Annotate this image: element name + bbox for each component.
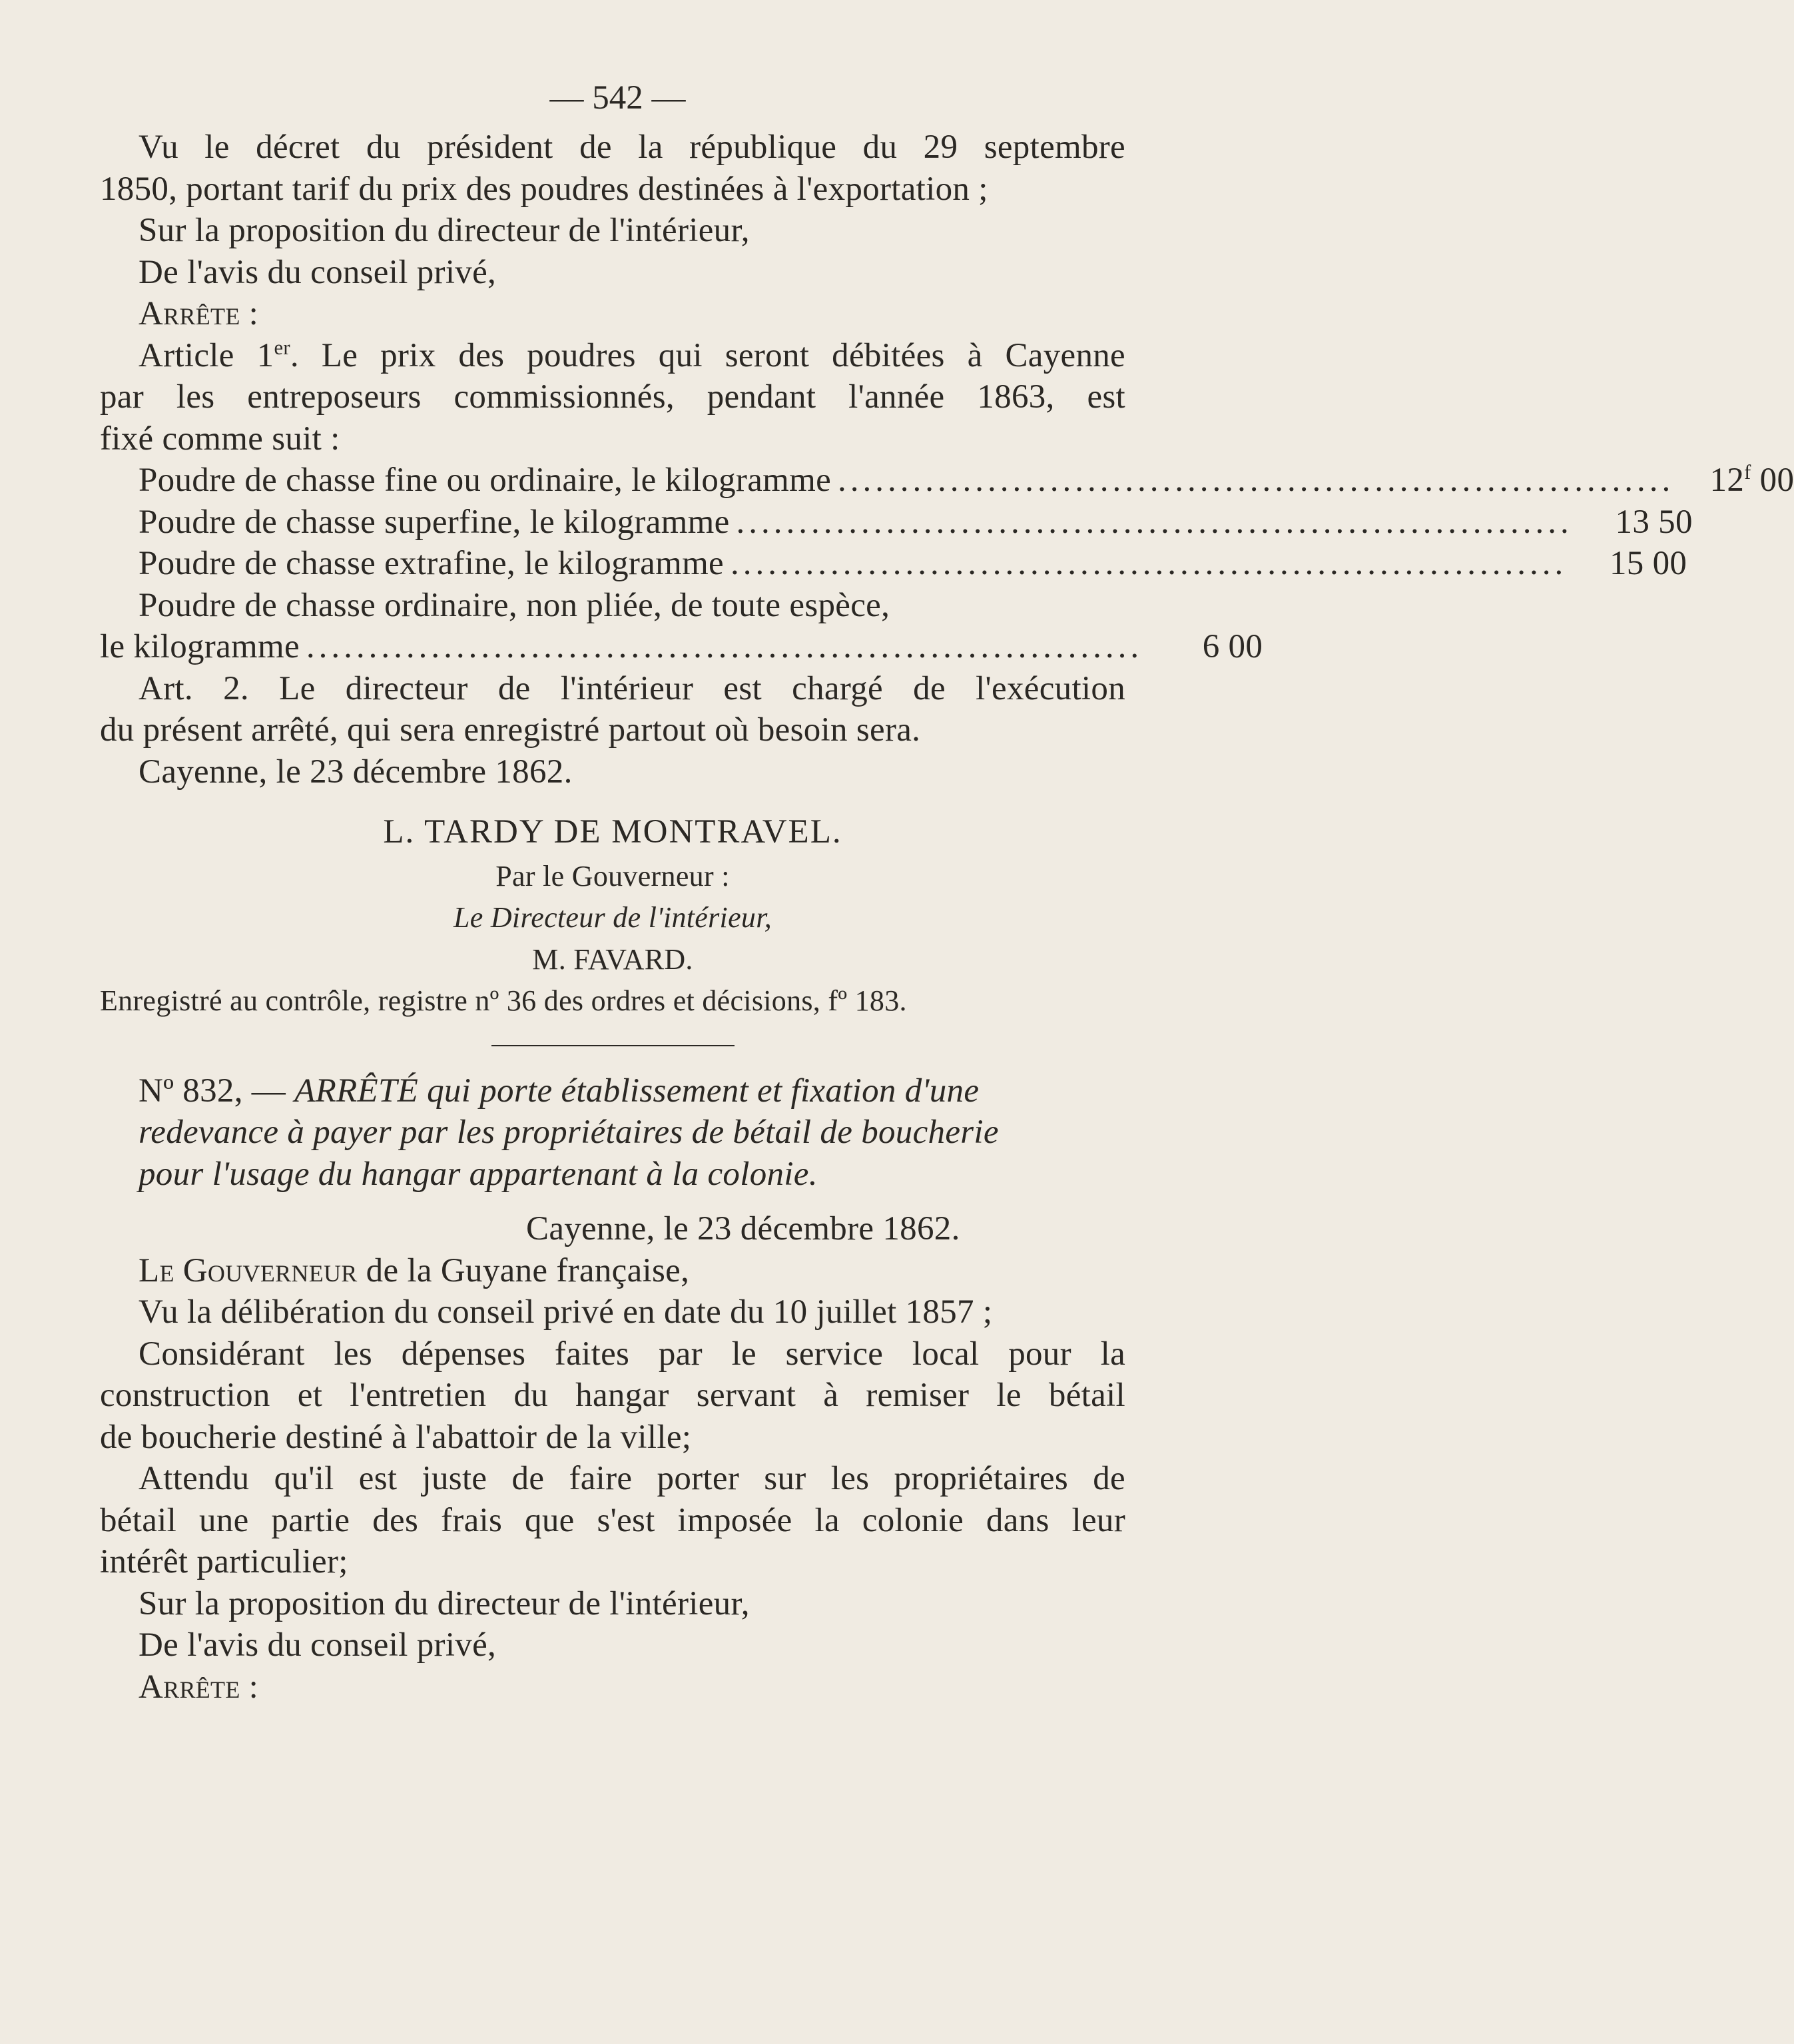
price-row-extrafine — [100, 543, 1687, 585]
price-label: Poudre de chasse fine ou ordinaire, le kilogramme — [139, 462, 832, 499]
article-2-line-2: du présent arrêté, qui sera enregistré partout où besoin sera. — [100, 711, 921, 749]
attendu-line-2: bétail une partie des frais que s'est imposée la colonie dans leur — [100, 1501, 1125, 1539]
leader-dots: ................................................................... — [730, 545, 1568, 582]
decree-number: Nº 832, — — [139, 1072, 295, 1110]
vu-line-1: Vu le décret du président de la république du 29 septembre — [139, 129, 1125, 166]
attendu-line-1: Attendu qu'il est juste de faire porter sur les propriétaires de — [139, 1460, 1125, 1497]
price-label: Poudre de chasse superfine, le kilogramme — [139, 503, 730, 541]
decree-2-title-line-3: pour l'usage du hangar appartenant à la colonie. — [139, 1155, 818, 1193]
price-value: 6 00 — [1202, 628, 1263, 665]
considerant-line-3: de boucherie destiné à l'abattoir de la ville; — [100, 1418, 692, 1456]
price-value: 15 00 — [1609, 545, 1687, 582]
price-row-fine — [100, 460, 1794, 502]
vu-line-2: 1850, portant tarif du prix des poudres destinées à l'exportation ; — [100, 170, 988, 208]
decree-2-vu: Vu la délibération du conseil privé en date du 10 juillet 1857 ; — [139, 1293, 993, 1331]
article-1-line-2: par les entreposeurs commissionnés, pendant l'année 1863, est — [100, 378, 1125, 416]
gouverneur-line — [100, 1250, 1125, 1292]
article-1-label: Article 1 — [139, 336, 274, 374]
article-1-text: . Le prix des poudres qui seront débitées à Cayenne — [290, 336, 1125, 374]
price-label: le kilogramme — [100, 628, 300, 665]
decree-2-place-date: Cayenne, le 23 décembre 1862. — [526, 1210, 960, 1247]
decree-title-1: ARRÊTÉ qui porte établissement et fixation d'une — [294, 1072, 980, 1110]
price-row-ordinaire-label: Poudre de chasse ordinaire, non pliée, de toute espèce, — [139, 586, 890, 624]
place-date: Cayenne, le 23 décembre 1862. — [139, 753, 573, 791]
decree-2-title-line-1 — [100, 1070, 1125, 1112]
par-le-gouverneur: Par le Gouverneur : — [495, 859, 730, 892]
article-2-line-1: Art. 2. Le directeur de l'intérieur est chargé de l'exécution — [139, 669, 1125, 707]
price-row-superfine — [100, 502, 1693, 543]
avis-line: De l'avis du conseil privé, — [139, 253, 497, 291]
decree-2-avis: De l'avis du conseil privé, — [139, 1626, 497, 1664]
leader-dots: ................................................................... — [838, 462, 1675, 499]
article-1-line-3: fixé comme suit : — [100, 420, 340, 458]
gouverneur-rest: de la Guyane française, — [357, 1251, 690, 1289]
decree-2-title-line-2: redevance à payer par les propriétaires de bétail de boucherie — [139, 1114, 999, 1151]
page-number: — 542 — — [549, 79, 686, 117]
decree-2-proposition: Sur la proposition du directeur de l'intérieur, — [139, 1584, 750, 1622]
registration-note: Enregistré au contrôle, registre nº 36 des ordres et décisions, fº 183. — [100, 984, 907, 1017]
section-divider — [491, 1045, 735, 1046]
leader-dots: ................................................................... — [736, 503, 1573, 541]
price-value: 12$^f$ 00 — [1709, 461, 1794, 499]
gouverneur-label: Le Gouverneur — [139, 1251, 358, 1289]
decree-2-arrete-heading: Arrête : — [139, 1668, 259, 1706]
article-1-sup: er — [274, 336, 290, 359]
directeur-title: Le Directeur de l'intérieur, — [453, 901, 772, 934]
considerant-line-1: Considérant les dépenses faites par le service local pour la — [139, 1335, 1125, 1373]
price-label: Poudre de chasse extrafine, le kilogramme — [139, 545, 724, 582]
price-value: 13 50 — [1615, 503, 1693, 541]
considerant-line-2: construction et l'entretien du hangar servant à remiser le bétail — [100, 1377, 1125, 1414]
governor-signature: L. TARDY DE MONTRAVEL. — [383, 813, 842, 851]
attendu-line-3: intérêt particulier; — [100, 1543, 348, 1580]
proposition-line: Sur la proposition du directeur de l'intérieur, — [139, 212, 750, 249]
favard-signature: M. FAVARD. — [532, 942, 693, 976]
article-1-line-1 — [100, 335, 1125, 377]
leader-dots: ................................................................... — [306, 628, 1143, 665]
arrete-heading: Arrête : — [139, 295, 259, 332]
decree-1 — [100, 127, 1794, 1708]
price-row-ordinaire — [100, 626, 1263, 668]
